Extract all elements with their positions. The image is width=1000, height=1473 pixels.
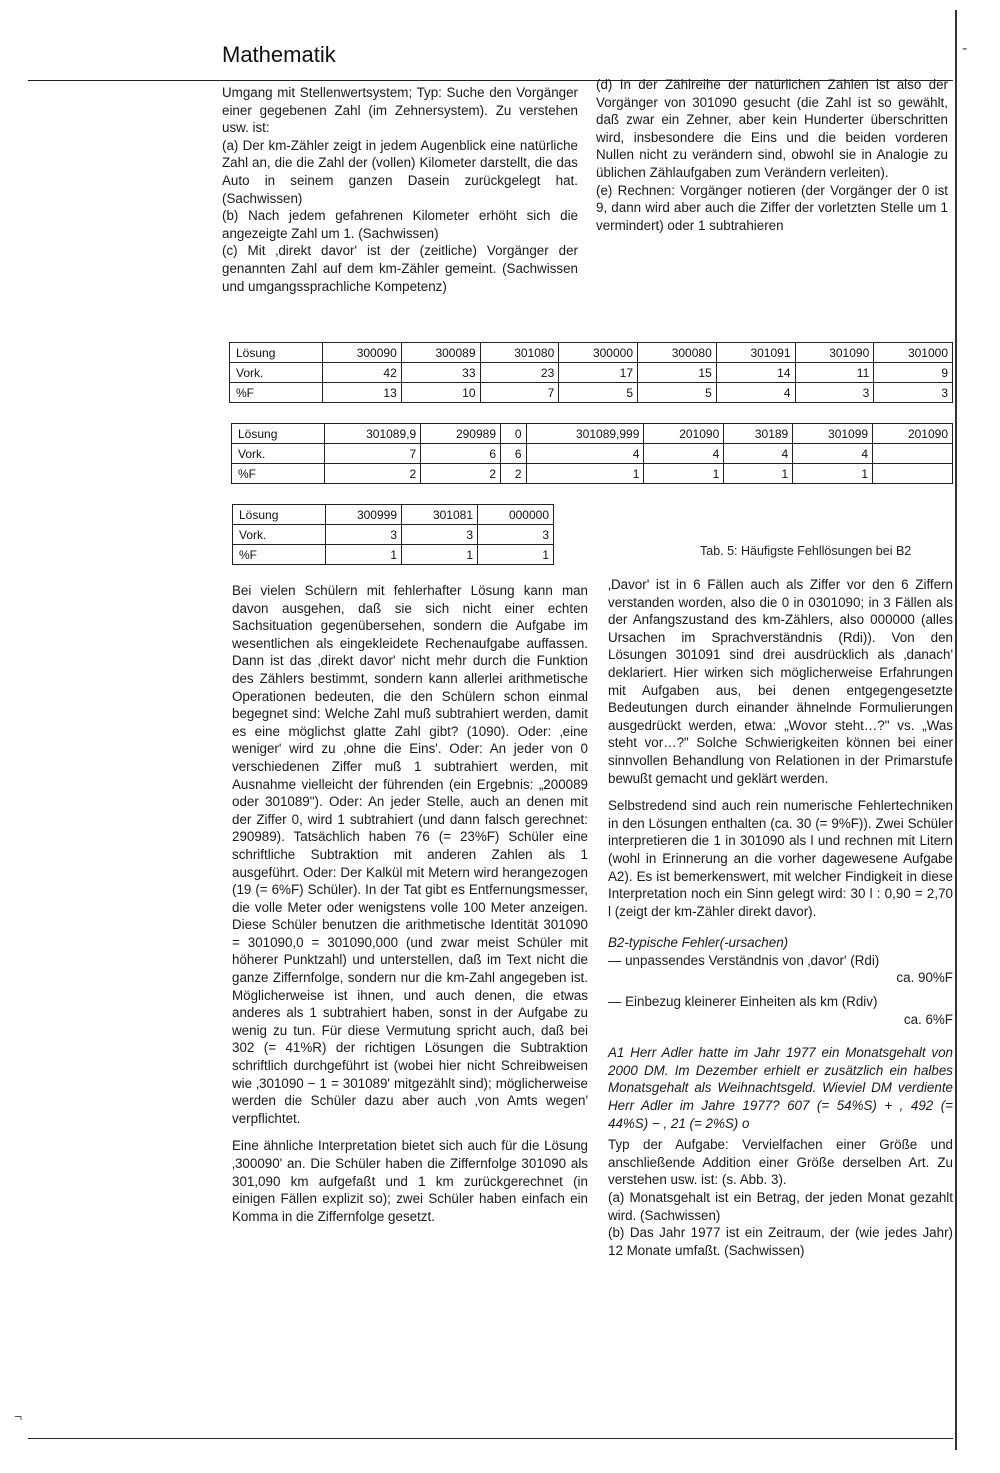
table-cell: 1 (402, 545, 478, 565)
paragraph: (e) Rechnen: Vorgänger notieren (der Vorgänger der 0 ist 9, dann wird aber auch die Ziffer der vorletzten Stelle um 1 vermindert) oder 1 subtrahieren (596, 182, 948, 233)
table-cell: 300999 (326, 505, 402, 525)
error-table-2 (231, 423, 953, 484)
table-cell: 300089 (401, 343, 480, 363)
paragraph: Eine ähnliche Interpretation bietet sich auch für die Lösung ‚300090' an. Die Schüler haben die Ziffernfolge 301090 als 301,090 km aufgefaßt und 1 km zurückgerechnet (in einigen Fällen explizit so); zwei Schüler haben einfach ein Komma in die Ziffernfolge gesetzt. (232, 1138, 588, 1224)
paragraph: (d) In der Zählreihe der natürlichen Zahlen ist also der Vorgänger von 301090 gesucht (die Zahl ist so gewählt, daß zwar ein Zehner, aber kein Hunderter überschritten wird, insbesondere die Eins und die beiden vorderen Nullen nicht zu verändern sind, obwohl sie in Analogie zu üblichen Zählaufgaben zum Verändern verleiten). (596, 77, 948, 180)
table-cell: 000000 (478, 505, 554, 525)
table-cell: 30189 (724, 424, 793, 444)
table-cell: 201090 (644, 424, 724, 444)
row-label: %F (233, 545, 326, 565)
table-cell: 5 (638, 383, 717, 403)
table-cell: 3 (795, 383, 874, 403)
table-cell: 3 (402, 525, 478, 545)
table-cell: 2 (501, 464, 527, 484)
table-cell: 6 (501, 444, 527, 464)
row-label: Lösung (233, 505, 326, 525)
paragraph: (c) Mit ‚direkt davor' ist der (zeitliche) Vorgänger der genannten Zahl auf dem km-Zähler gemeint. (Sachwissen und umgangssprachliche Kompetenz) (222, 243, 578, 294)
page-edge-line (955, 10, 957, 1450)
table-cell: 301099 (793, 424, 873, 444)
table-cell: 300080 (638, 343, 717, 363)
table-cell: 7 (325, 444, 421, 464)
table-row-percent-f (230, 383, 953, 403)
table-cell: 1 (724, 464, 793, 484)
bottom-left-column (232, 582, 588, 1225)
table-cell: 4 (724, 444, 793, 464)
table-cell: 1 (478, 545, 554, 565)
edge-mark: - (962, 40, 968, 57)
table-row-percent-f (232, 464, 953, 484)
table-cell: 33 (401, 363, 480, 383)
table-cell: 42 (323, 363, 402, 383)
table-row-percent-f (233, 545, 554, 565)
row-label: Lösung (232, 424, 325, 444)
table-cell: 4 (716, 383, 795, 403)
table-cell: 201090 (873, 424, 953, 444)
table-cell: 23 (480, 363, 559, 383)
subheading: B2-typische Fehler(-ursachen) (608, 935, 789, 951)
paragraph: (a) Der km-Zähler zeigt in jedem Augenblick eine natürliche Zahl an, die die Zahl der (vollen) Kilometer darstellt, die das Auto in seinem ganzen Dasein zurückgelegt hat. (Sachwissen) (222, 137, 578, 206)
table-cell: 4 (644, 444, 724, 464)
paragraph: Typ der Aufgabe: Vervielfachen einer Größe und anschließende Addition einer Größe derselben Art. Zu verstehen usw. ist: (s. Abb. 3). (608, 1137, 953, 1188)
table-cell (873, 464, 953, 484)
table-cell: 301081 (402, 505, 478, 525)
table-cell: 6 (421, 444, 501, 464)
list-item-value: ca. 90%F (896, 970, 953, 986)
paragraph: Umgang mit Stellenwertsystem; Typ: Suche den Vorgänger einer gegebenen Zahl (im Zehnersystem). Zu verstehen usw. ist: (222, 85, 578, 136)
table-cell: 1 (326, 545, 402, 565)
table-cell: 9 (874, 363, 953, 383)
table-cell: 300000 (559, 343, 638, 363)
table-cell: 3 (874, 383, 953, 403)
table-cell: 301090 (795, 343, 874, 363)
table-row-vork (233, 525, 554, 545)
footer-mark: ¬ (14, 1408, 23, 1424)
table-cell: 1 (526, 464, 644, 484)
table-row-vork (230, 363, 953, 383)
table-cell: 301089,999 (526, 424, 644, 444)
list-item: — unpassendes Verständnis von ‚davor' (Rdi) (608, 952, 880, 968)
table-cell: 0 (501, 424, 527, 444)
table-cell: 301000 (874, 343, 953, 363)
bottom-right-column (608, 576, 953, 1259)
top-right-column (596, 76, 948, 234)
row-label: %F (232, 464, 325, 484)
row-label: Vork. (233, 525, 326, 545)
paragraph: Bei vielen Schülern mit fehlerhafter Lösung kann man davon ausgehen, daß sie sich nicht einer echten Sachsituation gegenübersehen, sondern die Aufgabe im wesentlichen als eingekleidete Rechenaufgabe auffassen. Dann ist das ‚direkt davor' nicht mehr durch die Funktion des Zählers bestimmt, sondern kann allerlei arithmetische Operationen bedeuten, die den Schülern schon einmal begegnet sind: Welche Zahl muß subtrahiert werden, damit es eine möglichst glatte Zahl gibt? (1090). Oder: ‚eine weniger' wird zu ‚ohne die Eins'. Oder: An jeder von 0 verschiedenen Ziffer muß 1 subtrahiert werden, mit Ausnahme vielleicht der führenden (ein Ergebnis: „200089 oder 301089"). Oder: An jeder Stelle, auch an denen mit der Ziffer 0, wird 1 subtrahiert (und dann falsch gerechnet: 290989). Tatsächlich haben 76 (= 23%F) Schüler eine schriftliche Subtraktion mit anderen Zahlen als 1 ausgeführt. Oder: Der Kalkül mit Metern wird herangezogen (19 (= 6%F) Schüler). In der Tat gibt es Entfernungsmesser, die volle Meter oder wenigstens volle 100 Meter anzeigen. Diese Schüler benutzen die arithmetische Identität 301090 = 301090,0 = 301090,000 (und zwar meist Schüler mit höherer Punktzahl) und unterstellen, daß im Text nicht die ganze Ziffernfolge, sondern nur die km-Zahl angegeben ist. Möglicherweise ist ihnen, und auch denen, die etwas anderes als 1 subtrahiert haben, sonst in der Aufgabe zu wenig zu tun. Für diese Vermutung spricht auch, daß bei 302 (= 41%R) der richtigen Lösungen die Subtraktion schriftlich durchgeführt ist (wobei hier nicht Schreibweisen wie ‚301090 − 1 = 301089' mitgezählt sind); möglicherweise werden die Schüler dazu aber auch ‚von Amts wegen' verpflichtet. (232, 583, 588, 1126)
row-label: %F (230, 383, 323, 403)
table-cell: 1 (644, 464, 724, 484)
footer-rule (28, 1438, 953, 1439)
task-paragraph: A1 Herr Adler hatte im Jahr 1977 ein Monatsgehalt von 2000 DM. Im Dezember erhielt er zusätzlich ein halbes Monatsgehalt als Weihnachtsgeld. Wieviel DM verdiente Herr Adler im Jahre 1977? 607 (= 54%S) + , 492 (= 44%S) − , 21 (= 2%S) o (608, 1045, 953, 1131)
table-cell: 301080 (480, 343, 559, 363)
row-label: Lösung (230, 343, 323, 363)
table-cell: 4 (793, 444, 873, 464)
paragraph: ‚Davor' ist in 6 Fällen auch als Ziffer vor den 6 Ziffern verstanden worden, also die 0 in 0301090; in 3 Fällen als der Anfangszustand des km-Zählers, also 000000 (alles Ursachen im Sprachverständnis (Rdi)). Von den Lösungen 301091 sind drei ausdrücklich als ‚danach' deklariert. Hier wirken sich möglicherweise Erfahrungen mit Aufgaben aus, bei denen entgegengesetzte Bedeutungen durch einander ähnelnde Formulierungen ausgedrückt werden, etwa: „Wovor steht…?" vs. „Was steht vor…?" Solche Schwierigkeiten können bei einer sinnvollen Behandlung von Relationen in der Primarstufe bewußt gemacht und geklärt werden. (608, 577, 953, 786)
row-label: Vork. (232, 444, 325, 464)
paragraph: (b) Nach jedem gefahrenen Kilometer erhöht sich die angezeigte Zahl um 1. (Sachwissen) (222, 208, 578, 241)
table-row-loesung (230, 343, 953, 363)
table-cell: 2 (325, 464, 421, 484)
table-cell: 5 (559, 383, 638, 403)
paragraph: (b) Das Jahr 1977 ist ein Zeitraum, der (wie jedes Jahr) 12 Monate umfaßt. (Sachwissen) (608, 1225, 953, 1258)
table-cell: 3 (478, 525, 554, 545)
table-row-loesung (233, 505, 554, 525)
table-cell: 301089,9 (325, 424, 421, 444)
table-cell: 7 (480, 383, 559, 403)
table-caption: Tab. 5: Häufigste Fehllösungen bei B2 (700, 544, 912, 558)
table-cell: 301091 (716, 343, 795, 363)
row-label: Vork. (230, 363, 323, 383)
table-cell: 1 (793, 464, 873, 484)
list-item: — Einbezug kleinerer Einheiten als km (Rdiv) (608, 994, 878, 1010)
table-cell: 13 (323, 383, 402, 403)
table-cell: 17 (559, 363, 638, 383)
table-cell: 3 (326, 525, 402, 545)
table-cell: 2 (421, 464, 501, 484)
table-cell: 14 (716, 363, 795, 383)
top-left-column (222, 84, 578, 295)
table-row-loesung (232, 424, 953, 444)
table-row-vork (232, 444, 953, 464)
table-cell (873, 444, 953, 464)
error-table-3 (232, 504, 554, 565)
table-cell: 10 (401, 383, 480, 403)
paragraph: Selbstredend sind auch rein numerische Fehlertechniken in den Lösungen enthalten (ca. 30 (= 9%F)). Zwei Schüler interpretieren die 1 in 301090 als l und rechnen mit Litern (wohl in Erinnerung an die vorher dagewesene Aufgabe A2). Es ist bemerkenswert, mit welcher Findigkeit in diese Interpretation noch ein Sinn gelegt wird: 30 l : 0,90 = 2,70 l (zeigt der km-Zähler direkt davor). (608, 798, 953, 919)
table-cell: 15 (638, 363, 717, 383)
table-cell: 4 (526, 444, 644, 464)
table-cell: 11 (795, 363, 874, 383)
error-table-1 (229, 342, 953, 403)
list-item-value: ca. 6%F (903, 1011, 953, 1027)
table-cell: 290989 (421, 424, 501, 444)
paragraph: (a) Monatsgehalt ist ein Betrag, der jeden Monat gezahlt wird. (Sachwissen) (608, 1190, 953, 1223)
page-header-title: Mathematik (222, 42, 336, 67)
table-cell: 300090 (323, 343, 402, 363)
